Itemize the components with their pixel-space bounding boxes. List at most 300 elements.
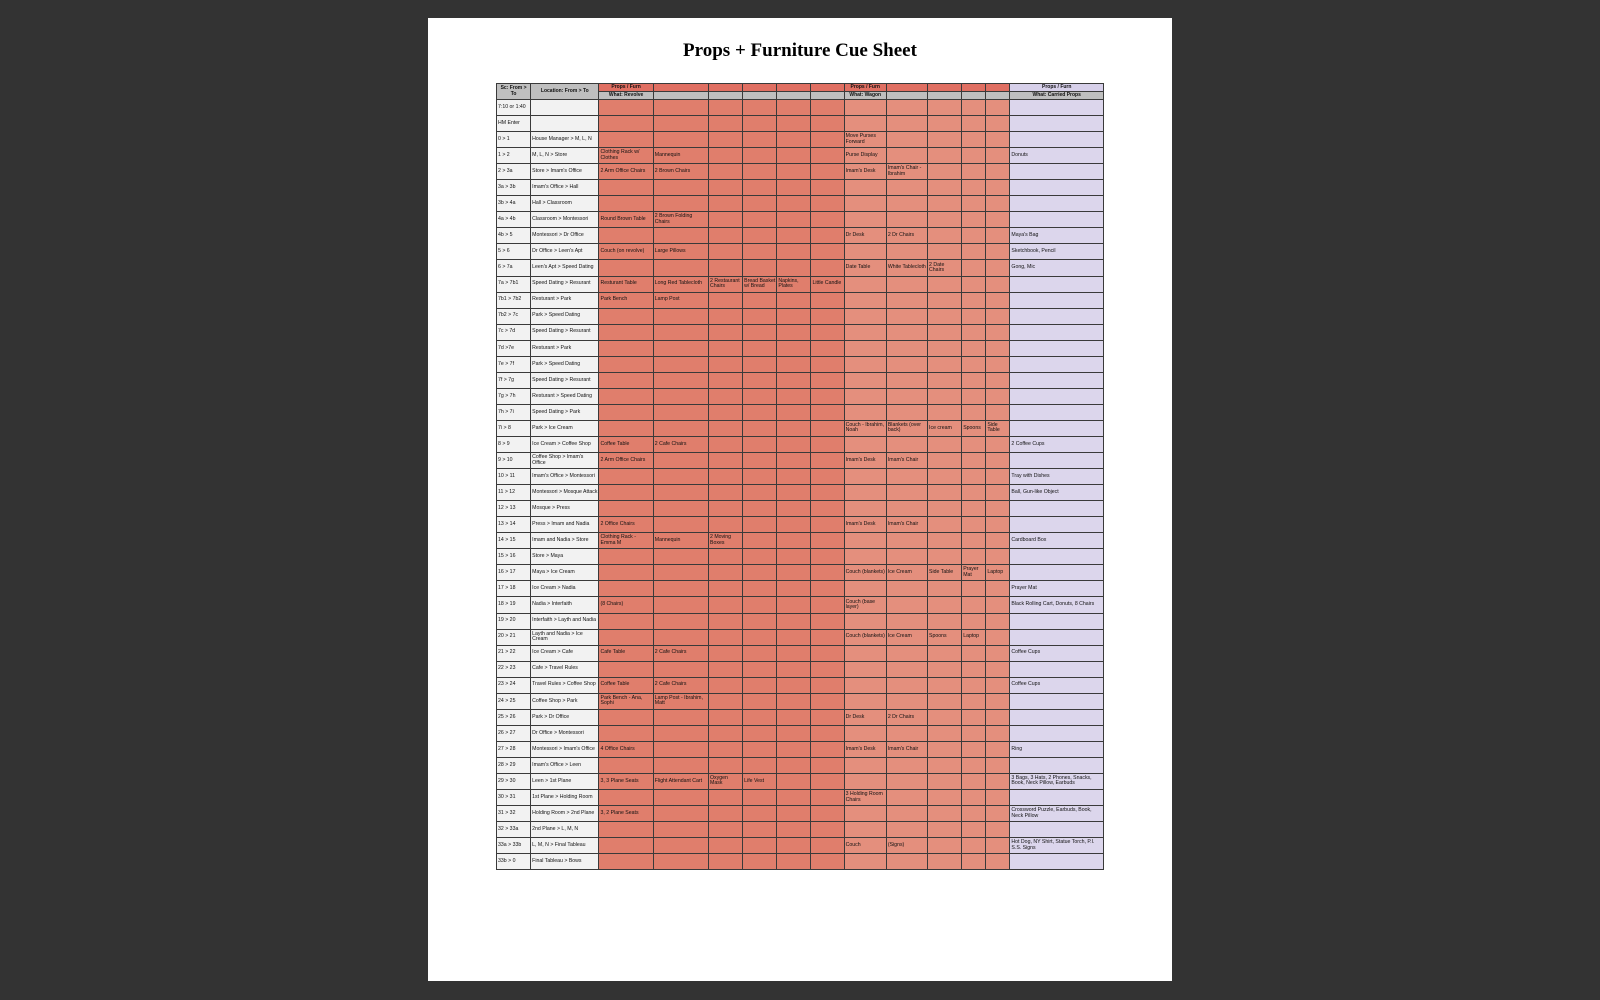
wagon-cell [962,741,986,757]
carried-props-cell [1010,356,1104,372]
wagon-cell [844,356,886,372]
revolve-cell [811,693,844,709]
table-row [497,324,1104,340]
wagon-cell [928,404,962,420]
wagon-cell [928,196,962,212]
revolve-cell [743,741,777,757]
revolve-cell [709,132,743,148]
carried-props-cell [1010,132,1104,148]
table-row [497,806,1104,822]
wagon-cell [962,838,986,854]
revolve-cell: Little Candle [811,276,844,292]
wagon-cell [844,613,886,629]
revolve-cell [653,838,708,854]
revolve-cell: Large Pillows [653,244,708,260]
revolve-cell: Lamp Post - Ibrahim, Matt [653,693,708,709]
wagon-cell [962,645,986,661]
revolve-cell [653,196,708,212]
revolve-cell [653,790,708,806]
revolve-cell [811,533,844,549]
revolve-cell [653,324,708,340]
wagon-cell [962,501,986,517]
revolve-cell [777,533,811,549]
revolve-cell [743,517,777,533]
revolve-cell [743,822,777,838]
table-row [497,581,1104,597]
location-cell: Montessori > Dr Office [531,228,599,244]
scene-cell: 7:10 or 1:40 [497,100,531,116]
wagon-cell [962,196,986,212]
revolve-cell [777,244,811,260]
revolve-cell [811,469,844,485]
wagon-cell [844,324,886,340]
revolve-cell [777,693,811,709]
revolve-cell [811,340,844,356]
wagon-cell [928,838,962,854]
wagon-cell [928,581,962,597]
wagon-cell [886,196,927,212]
revolve-cell [599,180,653,196]
revolve-cell [743,308,777,324]
carried-props-cell: Coffee Cups [1010,677,1104,693]
revolve-cell [599,372,653,388]
revolve-cell [743,693,777,709]
location-cell: Resturant > Park [531,292,599,308]
revolve-cell: Coffee Table [599,677,653,693]
wagon-cell [962,228,986,244]
scene-cell: 28 > 29 [497,757,531,773]
wagon-cell [962,100,986,116]
wagon-cell [928,388,962,404]
scene-cell: 7h > 7i [497,404,531,420]
wagon-cell [886,436,927,452]
wagon-cell [886,292,927,308]
revolve-cell [811,597,844,613]
carried-props-cell [1010,180,1104,196]
carried-props-cell [1010,725,1104,741]
revolve-cell: Bread Basket w/ Bread [743,276,777,292]
wagon-cell: Imam's Desk [844,453,886,469]
table-row [497,597,1104,613]
revolve-cell [653,806,708,822]
table-row [497,822,1104,838]
scene-cell: 7e > 7f [497,356,531,372]
revolve-cell: Park Bench [599,292,653,308]
wagon-cell: Purse Display [844,148,886,164]
wagon-cell [928,436,962,452]
carried-props-cell [1010,116,1104,132]
carried-props-cell [1010,292,1104,308]
wagon-cell [986,485,1010,501]
wagon-cell [886,324,927,340]
wagon-subheader-blank [962,92,986,100]
revolve-cell [811,565,844,581]
table-row [497,677,1104,693]
wagon-cell: (Signs) [886,838,927,854]
wagon-cell [986,469,1010,485]
revolve-cell [811,661,844,677]
revolve-cell [777,565,811,581]
wagon-cell [886,613,927,629]
wagon-cell: Imam's Desk [844,741,886,757]
wagon-cell [986,501,1010,517]
wagon-cell [986,854,1010,870]
revolve-cell [743,372,777,388]
scene-cell: 32 > 33a [497,822,531,838]
revolve-cell [653,453,708,469]
page-title: Props + Furniture Cue Sheet [683,40,917,61]
wagon-cell [986,116,1010,132]
carried-props-cell [1010,420,1104,436]
revolve-cell [811,517,844,533]
table-row [497,517,1104,533]
wagon-cell [928,372,962,388]
wagon-cell: Ice cream [928,420,962,436]
wagon-subheader-blank [886,92,927,100]
table-row [497,469,1104,485]
wagon-cell: Couch - Ibrahim, Noah [844,420,886,436]
table-row [497,388,1104,404]
wagon-cell [886,180,927,196]
wagon-cell [844,244,886,260]
wagon-cell [986,533,1010,549]
revolve-cell [811,244,844,260]
revolve-subheader-blank [777,92,811,100]
scene-cell: 26 > 27 [497,725,531,741]
scene-cell: 25 > 26 [497,709,531,725]
revolve-cell [743,661,777,677]
revolve-cell [743,453,777,469]
location-cell: Ice Cream > Cafe [531,645,599,661]
wagon-cell [962,469,986,485]
revolve-cell [811,372,844,388]
revolve-cell [777,100,811,116]
carried-props-cell [1010,822,1104,838]
scene-cell: 29 > 30 [497,773,531,789]
table-row [497,661,1104,677]
location-cell: Dr Office > Leen's Apt [531,244,599,260]
revolve-cell: 2 Cafe Chairs [653,645,708,661]
table-row [497,356,1104,372]
wagon-cell [844,485,886,501]
location-cell: Classroom > Montessori [531,212,599,228]
wagon-cell [986,645,1010,661]
revolve-cell [811,838,844,854]
table-row [497,340,1104,356]
carried-props-cell: Cardboard Box [1010,533,1104,549]
revolve-cell [653,340,708,356]
wagon-cell: Side Table [928,565,962,581]
wagon-cell [844,645,886,661]
revolve-cell [599,757,653,773]
wagon-cell [844,196,886,212]
wagon-cell [886,725,927,741]
revolve-cell [599,485,653,501]
scene-cell: 7g > 7h [497,388,531,404]
wagon-cell: Laptop [962,629,986,645]
wagon-cell [986,132,1010,148]
revolve-cell [653,613,708,629]
wagon-cell [986,276,1010,292]
revolve-cell [743,388,777,404]
carried-props-cell: Gong, Mic [1010,260,1104,276]
revolve-cell: Resturant Table [599,276,653,292]
document-page [428,18,1172,981]
revolve-cell [777,517,811,533]
wagon-cell [886,533,927,549]
revolve-cell [709,453,743,469]
wagon-cell [844,661,886,677]
revolve-cell: Mannequin [653,148,708,164]
wagon-cell: Dr Desk [844,709,886,725]
location-cell: Speed Dating > Resurant [531,276,599,292]
revolve-cell [811,420,844,436]
revolve-cell [777,773,811,789]
wagon-cell [844,372,886,388]
carried-props-cell [1010,757,1104,773]
revolve-cell: Round Brown Table [599,212,653,228]
revolve-cell [811,757,844,773]
wagon-cell [844,757,886,773]
revolve-cell [777,549,811,565]
carried-props-cell [1010,790,1104,806]
wagon-cell: Ice Cream [886,629,927,645]
wagon-cell [928,854,962,870]
revolve-cell [777,212,811,228]
revolve-cell [743,485,777,501]
location-cell: Montessori > Imam's Office [531,741,599,757]
wagon-cell [962,485,986,501]
wagon-cell [886,806,927,822]
wagon-cell [962,324,986,340]
wagon-cell: Blankets (over back) [886,420,927,436]
revolve-cell [599,565,653,581]
location-cell: Resturant > Park [531,340,599,356]
wagon-cell [986,806,1010,822]
location-cell: Leen > 1st Plane [531,773,599,789]
location-cell: Ice Cream > Coffee Shop [531,436,599,452]
scene-cell: 15 > 16 [497,549,531,565]
location-cell: Park > Dr Office [531,709,599,725]
wagon-cell [886,100,927,116]
revolve-cell [743,228,777,244]
wagon-cell [928,148,962,164]
revolve-cell [743,292,777,308]
revolve-cell [653,597,708,613]
wagon-cell [886,469,927,485]
revolve-cell [653,132,708,148]
wagon-cell [886,388,927,404]
carried-props-cell: Donuts [1010,148,1104,164]
revolve-cell [709,806,743,822]
carried-props-cell [1010,661,1104,677]
wagon-cell [986,790,1010,806]
revolve-cell [599,581,653,597]
table-row [497,276,1104,292]
wagon-cell [928,228,962,244]
revolve-cell [811,148,844,164]
wagon-cell: Imam's Chair [886,517,927,533]
wagon-cell [844,677,886,693]
revolve-cell [777,645,811,661]
wagon-cell [962,581,986,597]
wagon-cell [962,677,986,693]
wagon-cell [962,773,986,789]
wagon-cell: Imam's Chair [886,453,927,469]
revolve-cell: Life Vest [743,773,777,789]
table-row [497,693,1104,709]
table-row [497,116,1104,132]
revolve-cell [777,453,811,469]
revolve-cell [653,485,708,501]
wagon-cell [986,308,1010,324]
revolve-cell [599,228,653,244]
table-row [497,709,1104,725]
revolve-cell [653,420,708,436]
revolve-cell [653,725,708,741]
revolve-cell [709,613,743,629]
wagon-cell [886,116,927,132]
revolve-cell [777,292,811,308]
revolve-cell [599,725,653,741]
wagon-cell: Ice Cream [886,565,927,581]
revolve-cell [777,324,811,340]
wagon-cell [928,549,962,565]
table-row [497,485,1104,501]
revolve-cell [777,709,811,725]
revolve-cell [653,356,708,372]
location-column-header: Location: From > To [531,84,599,100]
revolve-cell [743,116,777,132]
wagon-cell [962,613,986,629]
wagon-cell [986,661,1010,677]
wagon-cell [962,661,986,677]
wagon-cell [844,340,886,356]
revolve-cell [599,388,653,404]
wagon-cell [886,677,927,693]
scene-cell: 18 > 19 [497,597,531,613]
wagon-cell [844,773,886,789]
revolve-cell: 2 Cafe Chairs [653,436,708,452]
revolve-cell [811,645,844,661]
wagon-cell [928,773,962,789]
location-cell: Dr Office > Montessori [531,725,599,741]
scene-cell: 7b1 > 7b2 [497,292,531,308]
wagon-cell [986,757,1010,773]
wagon-cell [928,116,962,132]
revolve-cell: Coffee Table [599,436,653,452]
table-row [497,292,1104,308]
scene-cell: 12 > 13 [497,501,531,517]
table-row [497,645,1104,661]
revolve-cell [599,116,653,132]
wagon-cell: Prayer Mat [962,565,986,581]
wagon-cell [986,180,1010,196]
wagon-cell [886,822,927,838]
revolve-cell [811,485,844,501]
revolve-cell [653,581,708,597]
revolve-cell [777,469,811,485]
revolve-cell [599,854,653,870]
revolve-cell: 2 Arm Office Chairs [599,453,653,469]
revolve-cell [599,549,653,565]
revolve-cell [743,212,777,228]
table-row [497,453,1104,469]
wagon-cell [986,597,1010,613]
wagon-cell [962,260,986,276]
location-cell: Press > Imam and Nadia [531,517,599,533]
carried-props-cell [1010,196,1104,212]
wagon-cell: 3 Holding Room Chairs [844,790,886,806]
revolve-cell [653,854,708,870]
carried-props-cell [1010,613,1104,629]
wagon-cell: Move Purses Forward [844,132,886,148]
revolve-cell [743,725,777,741]
location-cell: Imam's Office > Montessori [531,469,599,485]
scene-cell: 24 > 25 [497,693,531,709]
location-cell: Montessori > Mosque Attack [531,485,599,501]
revolve-cell [811,132,844,148]
wagon-cell [962,388,986,404]
revolve-cell [777,838,811,854]
revolve-cell [811,773,844,789]
revolve-cell [709,581,743,597]
location-cell: Travel Rules > Coffee Shop [531,677,599,693]
wagon-cell [886,276,927,292]
carried-props-cell [1010,549,1104,565]
carried-props-cell [1010,709,1104,725]
revolve-cell [709,741,743,757]
wagon-cell [886,308,927,324]
carried-props-cell: Tray with Dishes [1010,469,1104,485]
carried-props-cell [1010,693,1104,709]
wagon-cell [844,436,886,452]
location-cell: Speed Dating > Park [531,404,599,420]
revolve-cell [777,164,811,180]
scene-cell: 7f > 7g [497,372,531,388]
location-cell: L, M, N > Final Tableau [531,838,599,854]
wagon-cell [886,757,927,773]
revolve-cell [653,469,708,485]
wagon-cell [928,164,962,180]
wagon-cell [986,581,1010,597]
table-row [497,549,1104,565]
revolve-cell [743,260,777,276]
revolve-cell [743,629,777,645]
location-cell: Park > Speed Dating [531,308,599,324]
wagon-cell [962,292,986,308]
wagon-cell [844,725,886,741]
revolve-header-blank [811,84,844,92]
wagon-cell [962,436,986,452]
wagon-column-header: What: Wagon [844,92,886,100]
revolve-cell [709,677,743,693]
revolve-cell [743,806,777,822]
revolve-cell [811,581,844,597]
wagon-cell [886,148,927,164]
revolve-cell [743,613,777,629]
wagon-cell [962,533,986,549]
revolve-cell: 2 Brown Folding Chairs [653,212,708,228]
revolve-cell [811,854,844,870]
wagon-cell [886,356,927,372]
revolve-cell [599,629,653,645]
revolve-cell [777,132,811,148]
carried-props-cell: Sketchbook, Pencil [1010,244,1104,260]
wagon-cell [844,308,886,324]
carried-props-cell [1010,453,1104,469]
revolve-cell [777,420,811,436]
